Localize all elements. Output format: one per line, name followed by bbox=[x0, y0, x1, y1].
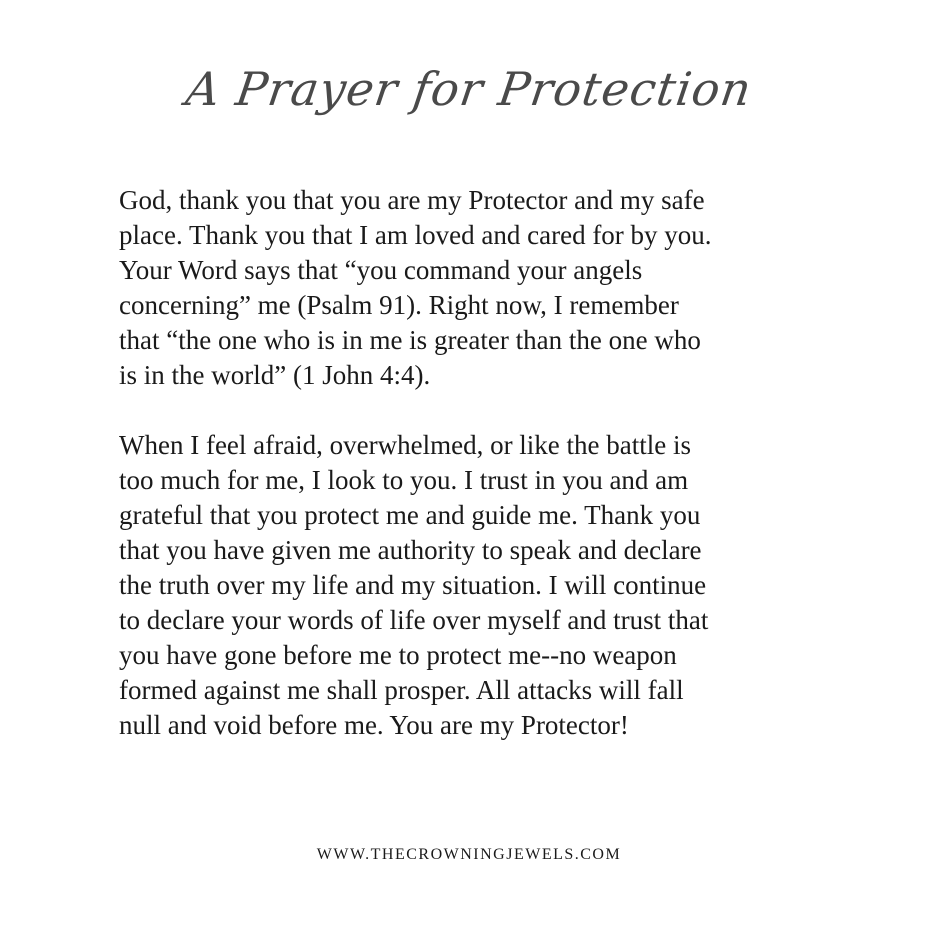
prayer-body bbox=[119, 183, 839, 743]
website-url: WWW.THECROWNINGJEWELS.COM bbox=[316, 846, 622, 863]
page-title: A Prayer for Protection bbox=[182, 62, 756, 116]
prayer-paragraph-2: When I feel afraid, overwhelmed, or like the battle is too much for me, I look to you. I trust in you and am grateful that you protect me and guide me. Thank you that you have given me authority to speak and declare the truth over my life and my situation. I will continue to declare your words of life over myself and trust that you have gone before me to protect me--no weapon formed against me shall prosper. All attacks will fall null and void before me. You are my Protector! bbox=[119, 430, 709, 740]
prayer-paragraph-1: God, thank you that you are my Protector and my safe place. Thank you that I am loved and cared for by you. Your Word says that “you command your angels concerning” me (Psalm 91). Right now, I remember that “the one who is in me is greater than the one who is in the world” (1 John 4:4). bbox=[119, 185, 712, 390]
